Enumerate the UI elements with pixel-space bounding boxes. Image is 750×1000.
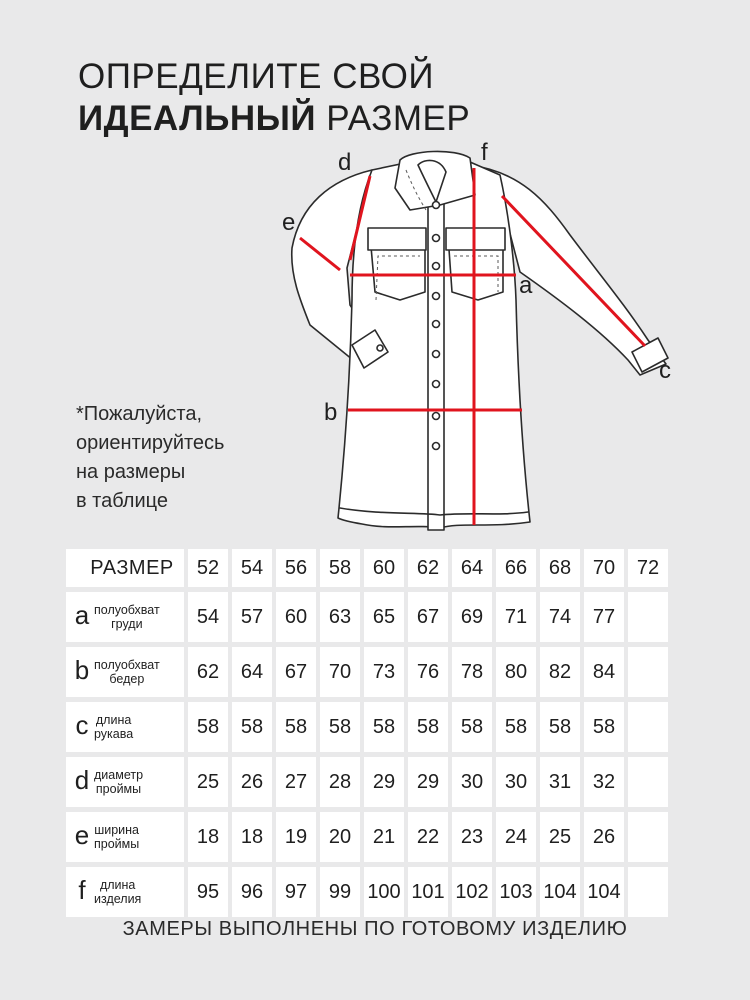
size-note [76,400,224,516]
table-cell: 100 [364,867,404,917]
table-cell: 64 [232,647,272,697]
row-letter: e [74,820,90,850]
table-header-row [66,549,668,587]
header-size: 68 [540,549,580,587]
label-f: f [481,139,488,166]
table-cell: 30 [496,757,536,807]
header-size: 52 [188,549,228,587]
table-cell [628,702,668,752]
table-cell: 58 [320,702,360,752]
table-cell: 76 [408,647,448,697]
label-c: c [659,357,671,384]
label-d: d [338,149,352,176]
table-cell: 58 [496,702,536,752]
table-row [66,812,668,862]
note-line: ориентируйтесь [76,432,225,454]
table-cell: 28 [320,757,360,807]
table-cell: 58 [188,702,228,752]
table-cell: 22 [408,812,448,862]
row-description [94,603,160,631]
header-size: 54 [232,549,272,587]
header-size: 72 [628,549,668,587]
table-cell: 58 [408,702,448,752]
table-cell: 97 [276,867,316,917]
table-cell: 23 [452,812,492,862]
table-cell: 69 [452,592,492,642]
table-cell: 31 [540,757,580,807]
footer-note: ЗАМЕРЫ ВЫПОЛНЕНЫ ПО ГОТОВОМУ ИЗДЕЛИЮ [122,918,628,940]
table-cell: 65 [364,592,404,642]
row-desc-line: груди [111,617,143,631]
table-cell: 30 [452,757,492,807]
header-size-label: РАЗМЕР [66,549,184,587]
table-row [66,867,668,917]
header-size: 62 [408,549,448,587]
placket [428,198,444,530]
table-cell: 103 [496,867,536,917]
table-cell: 24 [496,812,536,862]
row-label [66,702,184,752]
label-b: b [324,399,338,426]
table-cell: 67 [408,592,448,642]
table-cell: 25 [540,812,580,862]
table-cell: 82 [540,647,580,697]
table-cell: 20 [320,812,360,862]
note-line: в таблице [76,490,168,512]
table-cell: 71 [496,592,536,642]
row-desc-line: диаметр [94,768,144,782]
row-desc-line: длина [95,713,132,727]
row-letter: b [74,655,90,685]
row-desc-line: бедер [109,672,145,686]
row-label [66,812,184,862]
table-cell: 18 [232,812,272,862]
table-cell: 78 [452,647,492,697]
table-cell: 73 [364,647,404,697]
table-cell: 99 [320,867,360,917]
table-cell: 54 [188,592,228,642]
table-cell [628,592,668,642]
table-cell: 27 [276,757,316,807]
table-cell: 26 [584,812,624,862]
row-label [66,867,184,917]
table-cell: 58 [276,702,316,752]
table-cell: 63 [320,592,360,642]
table-cell: 58 [584,702,624,752]
row-desc-line: проймы [94,837,140,851]
row-letter: c [75,710,89,740]
row-desc-line: полуобхват [94,603,160,617]
table-row [66,592,668,642]
table-cell: 58 [232,702,272,752]
table-cell: 58 [364,702,404,752]
row-letter: f [78,875,86,905]
table-cell: 57 [232,592,272,642]
header-size: 60 [364,549,404,587]
row-description [94,768,143,796]
size-table [62,544,672,922]
row-label [66,592,184,642]
table-cell [628,867,668,917]
note-line: *Пожалуйста, [76,403,203,425]
table-cell: 58 [540,702,580,752]
header-size: 64 [452,549,492,587]
table-cell: 29 [408,757,448,807]
table-row [66,702,668,752]
row-desc-line: ширина [94,823,140,837]
table-cell: 32 [584,757,624,807]
row-letter: a [74,600,90,630]
table-cell: 95 [188,867,228,917]
table-cell: 96 [232,867,272,917]
table-cell [628,757,668,807]
row-letter: d [74,765,90,795]
table-cell: 84 [584,647,624,697]
table-cell: 67 [276,647,316,697]
table-cell: 18 [188,812,228,862]
header-size: 58 [320,549,360,587]
table-cell: 29 [364,757,404,807]
table-row [66,647,668,697]
table-cell: 101 [408,867,448,917]
table-cell: 102 [452,867,492,917]
row-description [94,823,139,851]
table-cell: 25 [188,757,228,807]
header-size: 56 [276,549,316,587]
note-line: на размеры [76,461,186,483]
table-cell: 80 [496,647,536,697]
header-size: 70 [584,549,624,587]
title-rest-word: РАЗМЕР [326,99,471,138]
table-cell: 74 [540,592,580,642]
table-cell: 58 [452,702,492,752]
table-cell: 104 [584,867,624,917]
row-description [94,713,133,741]
table-cell [628,812,668,862]
row-label [66,647,184,697]
table-cell: 62 [188,647,228,697]
table-cell: 60 [276,592,316,642]
title-line-1: ОПРЕДЕЛИТЕ СВОЙ [78,57,435,96]
table-cell: 19 [276,812,316,862]
table-cell: 26 [232,757,272,807]
row-description [94,658,160,686]
row-desc-line: длина [99,878,136,892]
row-desc-line: проймы [95,782,142,796]
row-desc-line: полуобхват [94,658,160,672]
table-cell: 77 [584,592,624,642]
row-desc-line: рукава [94,727,134,741]
table-row [66,757,668,807]
table-cell: 70 [320,647,360,697]
row-label [66,757,184,807]
title-bold-word: ИДЕАЛЬНЫЙ [78,99,317,138]
table-cell [628,647,668,697]
header-size: 66 [496,549,536,587]
row-description [94,878,141,906]
table-cell: 104 [540,867,580,917]
label-a: a [519,272,533,299]
label-e: e [282,209,296,236]
row-desc-line: изделия [94,892,142,906]
table-cell: 21 [364,812,404,862]
